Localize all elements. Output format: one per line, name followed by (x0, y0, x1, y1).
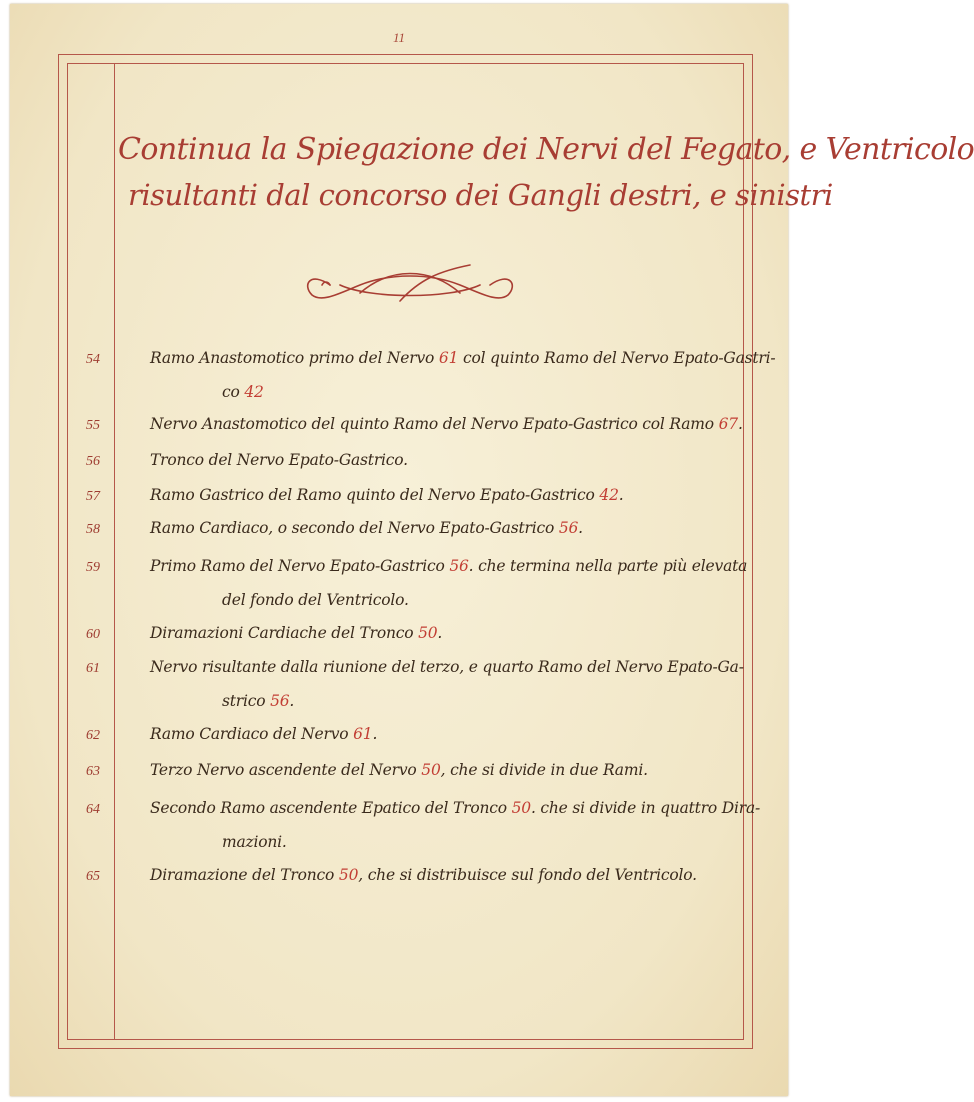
entry-number: 58 (86, 522, 100, 537)
reference-number: 50 (418, 624, 438, 642)
entry-continuation (222, 833, 287, 851)
entry-text-part: Diramazioni Cardiache del Tronco (150, 624, 419, 642)
entry-number: 57 (86, 489, 100, 504)
entry-text-part: Nervo risultante dalla riunione del terzo, e quarto Ramo del Nervo Epato-Ga- (150, 658, 744, 676)
entry-text-part: Ramo Cardiaco del Nervo (150, 725, 354, 743)
entry-text-part: Ramo Cardiaco, o secondo del Nervo Epato-Gastrico (150, 519, 559, 537)
entry-number: 64 (86, 802, 100, 817)
entry-text (150, 624, 442, 642)
entry-text-part: Nervo Anastomotico del quinto Ramo del Nervo Epato-Gastrico col Ramo (150, 415, 719, 433)
entry-text-part: Terzo Nervo ascendente del Nervo (150, 761, 422, 779)
reference-number: 50 (421, 761, 441, 779)
reference-number: 50 (338, 866, 359, 884)
entry-continuation (222, 591, 409, 609)
entry-text-part: . che termina nella parte più elevata (468, 557, 748, 575)
entry-text (150, 415, 743, 433)
entry-continuation (222, 692, 294, 710)
margin-rule (114, 63, 115, 1040)
entry-text-part: . (372, 725, 378, 743)
manuscript-page (10, 4, 974, 1096)
entry-text (150, 486, 623, 504)
page-number: 11 (392, 30, 406, 45)
reference-number: 56 (449, 557, 469, 575)
reference-number: 50 (511, 799, 531, 817)
reference-number: 61 (353, 725, 373, 743)
reference-number: 61 (438, 349, 459, 367)
entry-text-part: co (222, 383, 245, 401)
entry-text-part: . (737, 415, 743, 433)
entry-number: 54 (86, 352, 100, 367)
entry-text (150, 761, 648, 779)
entry-text-part: Diramazione del Tronco (150, 866, 339, 884)
entry-number: 56 (86, 454, 100, 469)
entry-number: 55 (86, 418, 100, 433)
entry-text (150, 451, 408, 469)
entry-number: 61 (86, 661, 100, 676)
entry-text-part: . (437, 624, 443, 642)
entry-number: 60 (86, 627, 100, 642)
entry-number: 63 (86, 764, 100, 779)
entry-text (150, 658, 744, 676)
reference-number: 56 (558, 519, 579, 537)
entry-text (150, 799, 760, 817)
entry-text (150, 557, 747, 575)
entry-text-part: col quinto Ramo del Nervo Epato-Gastri- (458, 349, 776, 367)
entry-text-part: Primo Ramo del Nervo Epato-Gastrico (150, 557, 450, 575)
entry-text-part: mazioni. (222, 833, 287, 851)
entry-text-part: del fondo del Ventricolo. (222, 591, 409, 609)
calligraphic-flourish (300, 259, 520, 311)
entry-text-part: Tronco del Nervo Epato-Gastrico. (150, 451, 408, 469)
entry-number: 62 (86, 728, 100, 743)
entry-text-part: strico (222, 692, 271, 710)
entry-text-part: . (289, 692, 295, 710)
entry-text (150, 349, 775, 367)
page-title-line-2: risultanti dal concorso dei Gangli destri, e sinistri (128, 178, 833, 212)
entry-text-part: . (578, 519, 583, 537)
entry-number: 59 (86, 560, 100, 575)
page-title-line-1: Continua la Spiegazione dei Nervi del Fegato, e Ventricolo (118, 132, 974, 167)
entry-text (150, 725, 377, 743)
entry-text-part: Ramo Gastrico del Ramo quinto del Nervo Epato-Gastrico (150, 486, 600, 504)
entry-continuation (222, 383, 264, 401)
entry-text (150, 866, 697, 884)
reference-number: 42 (244, 383, 264, 401)
reference-number: 56 (270, 692, 290, 710)
entry-text (150, 519, 583, 537)
entry-text-part: . che si divide in quattro Dira- (530, 799, 761, 817)
entry-text-part: . (618, 486, 624, 504)
entry-text-part: Secondo Ramo ascendente Epatico del Tronco (150, 799, 512, 817)
entry-text-part: , che si divide in due Rami. (440, 761, 648, 779)
reference-number: 42 (599, 486, 619, 504)
entry-text-part: Ramo Anastomotico primo del Nervo (150, 349, 439, 367)
entry-number: 65 (86, 869, 100, 884)
entry-text-part: , che si distribuisce sul fondo del Ventricolo. (358, 866, 697, 884)
reference-number: 67 (718, 415, 738, 433)
